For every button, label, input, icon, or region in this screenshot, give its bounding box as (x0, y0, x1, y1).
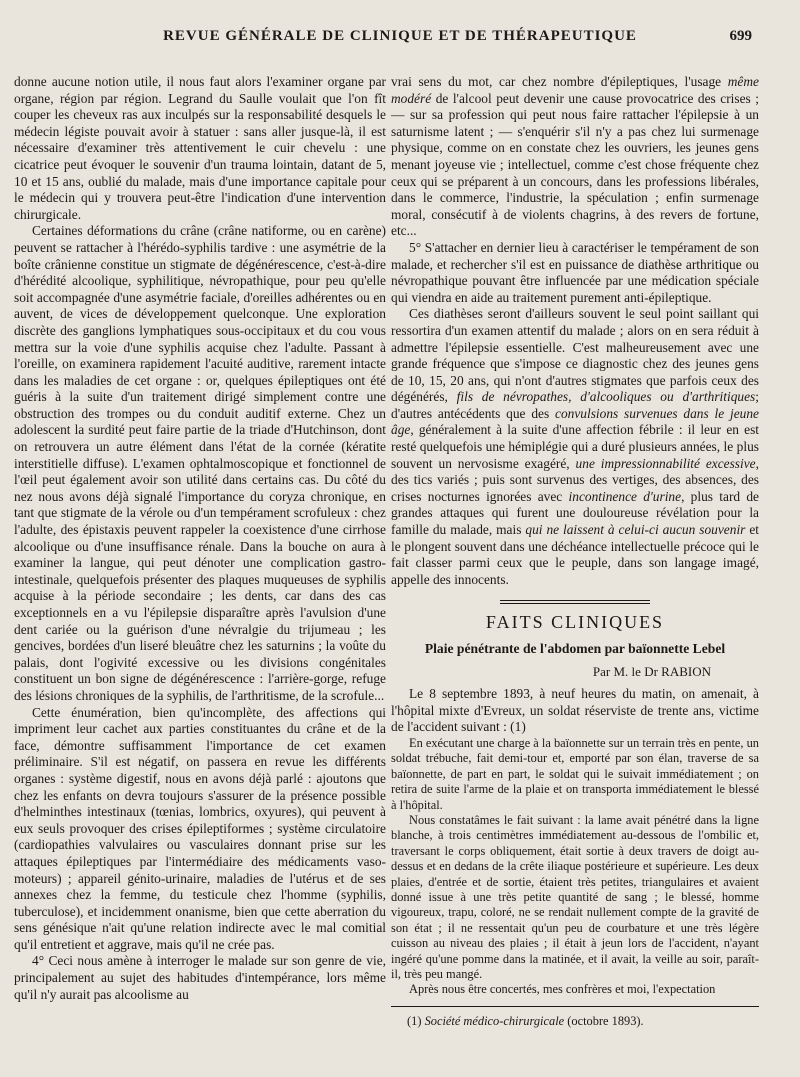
paragraph (391, 306, 759, 588)
page-number: 699 (729, 28, 752, 44)
italic-run: convulsions survenues dans le jeune âge (391, 405, 759, 438)
paragraph: 4° Ceci nous amène à interroger le malade sur son genre de vie, principalement au sujet des habitudes d'intempérance, lors même qu'il n'y aurait pas alcoolisme au (14, 953, 386, 1002)
italic-run: même modéré (391, 74, 759, 106)
text-run: de l'alcool peut devenir une cause provocatrice des crises ; — sur sa profession qui peut nous faire rattacher l'épilepsie à un saturnisme latent ; — s'enquérir s'il n'y a pas chez lui surmenage physique, comme on en constate chez les ouvriers, les jeunes gens menant joyeuse vie ; intellectuel, comme c'est chose fréquente chez ceux qui se préparent à un concours, dans les professions libérales, dans le commerce, l'industrie, la spéculation ; enfin surmenage moral, consécutif à de violents chagrins, à des revers de fortune, etc... (391, 90, 759, 239)
paragraph: Cette énumération, bien qu'incomplète, des affections qui impriment leur cachet aux parties constituantes du crâne et de la face, démontre suffisamment l'importance de cet examen préliminaire. S'il est négatif, on passera en revue les différents organes : système digestif, nous en avons déjà parlé : ajoutons que chez les enfants on devra toujours s'assurer de la présence possible d'helminthes intestinaux (tœnias, lombrics, oxyures), qui peuvent à eux seuls provoquer des crises épileptiformes ; système circulatoire (cardiopathies valvulaires ou vasculaires donnant prise sur les attaques épileptiques par l'intermédiaire des médicaments vaso-moteurs) ; appareil génito-urinaire, maladies de l'utérus et de ses annexes chez la femme, du testicule chez l'homme (syphilis, tuberculose), et incidemment onanisme, bien que cette aberration du sens génésique n'ait qu'une relation indirecte avec le mal comitial qu'il entretient et aggrave, mais qu'il ne crée pas. (14, 704, 386, 952)
italic-run: qui ne laissent à celui-ci aucun souvenir (525, 522, 746, 538)
text-run: et le plongent souvent dans une déchéance intellectuelle précoce qui le fait classer parmi ceux que le peuple, dans son langage imagé, appelle des innocents. (391, 522, 760, 587)
journal-title: REVUE GÉNÉRALE DE CLINIQUE ET DE THÉRAPEUTIQUE (163, 28, 637, 44)
italic-run: une impressionnabilité excessive (575, 455, 756, 471)
paragraph: donne aucune notion utile, il nous faut alors l'examiner organe par organe, région par région. Legrand du Saulle voulait que l'on fît couper les cheveux ras aux inculpés sur la responsabilité desquels le médecin légiste pouvait avoir à statuer : sans aller jusque-là, il est nécessaire d'examiner très attentivement le cuir chevelu : une cicatrice peut évoquer le souvenir d'un trauma lointain, datant de 5, 10 et 15 ans, oublié du malade, mais d'une importance capitale pour le médecin qui y trouvera peut-être l'indication d'une intervention chirurgicale. (14, 74, 386, 222)
footnote-mark: (1) (407, 1013, 422, 1028)
right-column (391, 74, 759, 1029)
quoted-paragraph: Nous constatâmes le fait suivant : la lame avait pénétré dans la ligne blanche, à trois centimètres immédiatement au-dessous de l'ombilic et, traversant le corps obliquement, était sortie à deux travers de doigt au-dessus et en dedans de la crête iliaque postérieure et supérieure. Les deux plaies, d'entrée et de sortie, étaient très petites, triangulaires et avaient donné issue à une très petite quantité de sang ; le blessé, homme vigoureux, trapu, coloré, ne se rendait nullement compte de la gravité de son état ; il ne ressentait qu'un peu de courbature et une très légère cuisson au niveau des plaies ; il était à jeun lors de l'accident, n'ayant ingéré qu'une pomme dans la matinée, et il avait, la veille au soir, paraît-il, très peu mangé. (391, 813, 759, 982)
article-title: Plaie pénétrante de l'abdomen par baïonnette Lebel (424, 641, 726, 656)
section-divider (500, 600, 650, 604)
text-run: , plus tard de grandes attaques qui furent une douloureuse révélation pour la famille du malade, mais (391, 488, 760, 538)
footnote-source: Société médico-chirurgicale (424, 1013, 565, 1028)
byline: Par M. le Dr RABION (592, 663, 711, 679)
quoted-paragraph: En exécutant une charge à la baïonnette sur un terrain très en pente, un soldat trébuche, fait demi-tour et, emporté par son élan, traverse de sa baïonnette, de part en part, le soldat qui le suivait immédiatement ; on retira de suite l'arme de la plaie et on transporta immédiatement le blessé à l'hôpital. (391, 735, 760, 812)
paragraph: Le 8 septembre 1893, à neuf heures du matin, on amenait, à l'hôpital mixte d'Evreux, un soldat réserviste de trente ans, victime de l'accident suivant : (1) (391, 686, 759, 735)
running-head (18, 28, 782, 52)
paragraph: Après nous être concertés, mes confrères et moi, l'expectation (409, 982, 716, 997)
paragraph (391, 74, 759, 240)
italic-run: fils de névropathes, d'alcooliques ou d'arthritiques (456, 389, 756, 405)
footnote-divider (391, 1006, 759, 1007)
text-run: , généralement à la suite d'une affection fébrile : il leur en est resté quelquefois une hémiplégie qui a duré plusieurs années, le plus souvent un nervosisme exagéré, (391, 422, 759, 471)
footnote-date: (octobre 1893). (567, 1013, 644, 1028)
text-run: , des tics variés ; puis sont survenus des vertiges, des absences, des crises nocturnes ignorées avec (391, 455, 759, 504)
text-run: ; d'autres antécédents que des (391, 389, 759, 421)
left-column (14, 74, 386, 1003)
italic-run: incontinence d'urine (568, 488, 682, 504)
section-title: FAITS CLINIQUES (485, 612, 665, 633)
paragraph: Certaines déformations du crâne (crâne natiforme, ou en carène) peuvent se rattacher à l'hérédo-syphilis tardive : une asymétrie de la boîte crânienne constitue un stigmate de dégénérescence, c'est-à-dire d'hérédité alcoolique, syphilitique, névropathique, pour peu qu'elle soit accompagnée d'une asymétrie faciale, d'oreilles adhérentes ou en auvent, de vices de développement quelconque. Une exploration discrète des ganglions lymphatiques sous-occipitaux et du cou vous mettra sur la voie d'une syphilis acquise chez l'adulte. Passant à l'oreille, on examinera rapidement l'acuité auditive, rarement intacte dans les maladies de cet organe : or, quelques épileptiques ont été guéris à la suite d'un traitement dirigé simplement contre une obstruction des trompes ou du conduit auditif externe. Chez un adolescent la surdité peut faire partie de la triade d'Hutchinson, dont on retrouvera un autre élément dans l'état de la cornée (kératite interstitielle diffuse). L'examen ophtalmoscopique et fonctionnel de l'œil peut également avoir son utilité dans certains cas. Du côté du nez nous avons déjà signalé l'importance du coryza chronique, en tant que stigmate de la vérole ou d'un tempérament scrofuleux : chez l'adulte, des épistaxis peuvent rappeler la coexistence d'une cirrhose alcoolique ou d'une insuffisance rénale. Dans la bouche on aura à examiner la langue, qui peut dénoter une complication gastro-intestinale, quelquefois présenter des plaques muqueuses de syphilis acquise à la période secondaire ; les dents, car dans des cas exceptionnels en a vu l'épilepsie disparaître après l'avulsion d'une dent cariée ou la guérison d'une névralgie du trijumeau ; les gencives, bordées d'un liseré bleuâtre chez les saturnins ; la voûte du palais, dont l'ogivité excessive ou les divisions congénitales constituent un bon signe de dégénérescence : l'arrière-gorge, refuge des lésions chroniques de la syphilis, de l'arthritisme, de la scrofule... (14, 223, 386, 703)
text-run: vrai sens du mot, car chez nombre d'épileptiques, l'usage (391, 74, 722, 89)
text-run: Ces diathèses seront d'ailleurs souvent le seul point saillant qui ressortira d'un examen attentif du malade ; alors on en sera réduit à admettre l'épilepsie essentielle. C'est malheureusement avec une grande fréquence que s'impose ce diagnostic chez des jeunes gens de 10, 15, 20 ans, qui n'ont d'autres stigmates que parfois ceux des dégénérés, (391, 306, 759, 405)
paragraph: 5° S'attacher en dernier lieu à caractériser le tempérament de son malade, et rechercher s'il est en puissance de diathèse arthritique ou névropathique pouvant être influencée par une médication spéciale qui viendra en aide au traitement purement anti-épileptique. (391, 239, 759, 305)
footnote (391, 1013, 759, 1030)
